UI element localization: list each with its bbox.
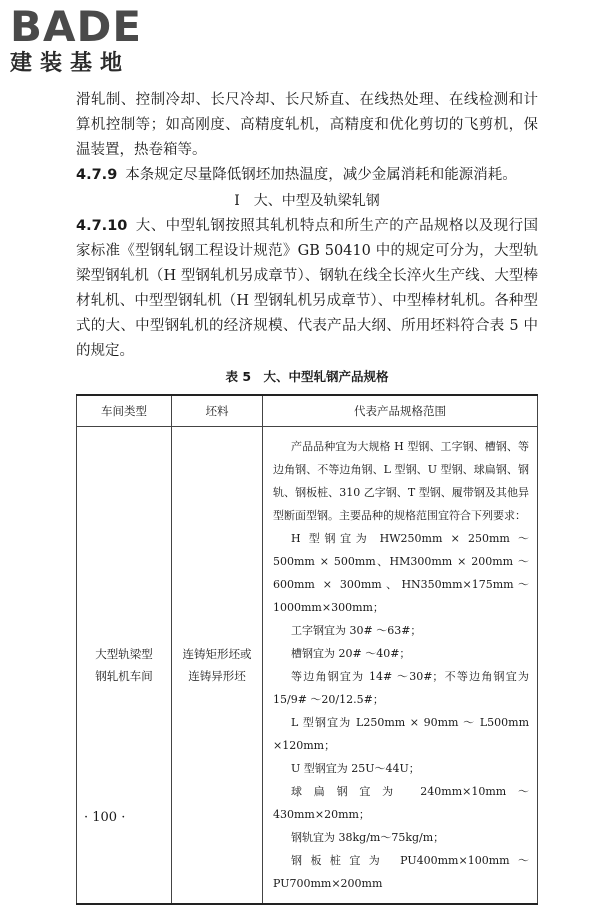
spec-line: 钢板桩宜为 PU400mm×100mm～PU700mm×200mm [273,854,529,890]
table-header-row [77,395,538,427]
spec-line: 产品品种宜为大规格 H 型钢、工字钢、槽钢、等边角钢、不等边角钢、L 型钢、U 型钢、球扁钢、钢轨、钢板桩、310 乙字钢、T 型钢、履带钢及其他异型断面型钢。主要品种的规格范围宜符合下列要求： [273,440,529,522]
header-spec-range: 代表产品规格范围 [263,395,538,427]
continuation-paragraph: 滑轧制、控制冷却、长尺冷却、长尺矫直、在线热处理、在线检测和计算机控制等；如高刚度、高精度轧机，高精度和优化剪切的飞剪机，保温装置，热卷箱等。 [76,92,538,158]
spec-line: 等边角钢宜为 14# ～30#；不等边角钢宜为 15/9# ～20/12.5#； [273,670,529,706]
table-caption: 表 5 大、中型轧钢产品规格 [225,369,389,384]
spec-line: L 型钢宜为 L250mm × 90mm ～ L500mm ×120mm； [273,716,529,752]
header-workshop-type: 车间类型 [77,395,172,427]
cell-material: 连铸矩形坯或连铸异形坯 [172,427,263,905]
spec-line: H 型钢宜为 HW250mm × 250mm ～ 500mm × 500mm、HM300mm × 200mm ～ 600mm × 300mm、HN350mm×175mm～1000mm×300mm； [273,532,529,614]
clause-text: 大、中型轧钢按照其轧机特点和所生产的产品规格以及现行国家标准《型钢轧钢工程设计规范》GB 50410 中的规定可分为，大型轨梁型钢轧机（H 型钢轧机另成章节）、钢轨在线全长淬火生产线、大型棒材轧机、中型型钢轧机（H 型钢轧机另成章节）、中型棒材轧机。各种型式的大、中型钢轧机的经济规模、代表产品大纲、所用坯料符合表 5 中的规定。 [76,218,538,359]
spec-line: 工字钢宜为 30# ～63#； [291,624,422,637]
page-number: · 100 · [84,810,126,825]
product-spec-table [76,394,538,905]
table-row [77,427,538,905]
cell-spec-range [263,427,538,905]
logo-wordmark: BADE [10,2,143,51]
logo-subtitle: 建装基地 [10,51,131,76]
clause-4-7-9 [76,163,538,188]
clause-number: 4.7.9 [76,167,118,183]
spec-line: U 型钢宜为 25U～44U； [291,762,420,775]
clause-text: 本条规定尽量降低钢坯加热温度，减少金属消耗和能源消耗。 [125,167,517,183]
cell-workshop-type: 大型轨梁型钢轧机车间 [77,427,172,905]
spec-line: 槽钢宜为 20# ～40#； [291,647,411,660]
section-heading: Ⅰ 大、中型及轨梁轧钢 [234,193,380,209]
header-material: 坯料 [172,395,263,427]
bade-logo [10,4,175,84]
page-content [76,88,538,905]
clause-number: 4.7.10 [76,218,128,234]
spec-line: 球扁钢宜为 240mm×10mm～430mm×20mm； [273,785,529,821]
spec-line: 钢轨宜为 38kg/m～75kg/m； [291,831,445,844]
clause-4-7-10 [76,214,538,364]
